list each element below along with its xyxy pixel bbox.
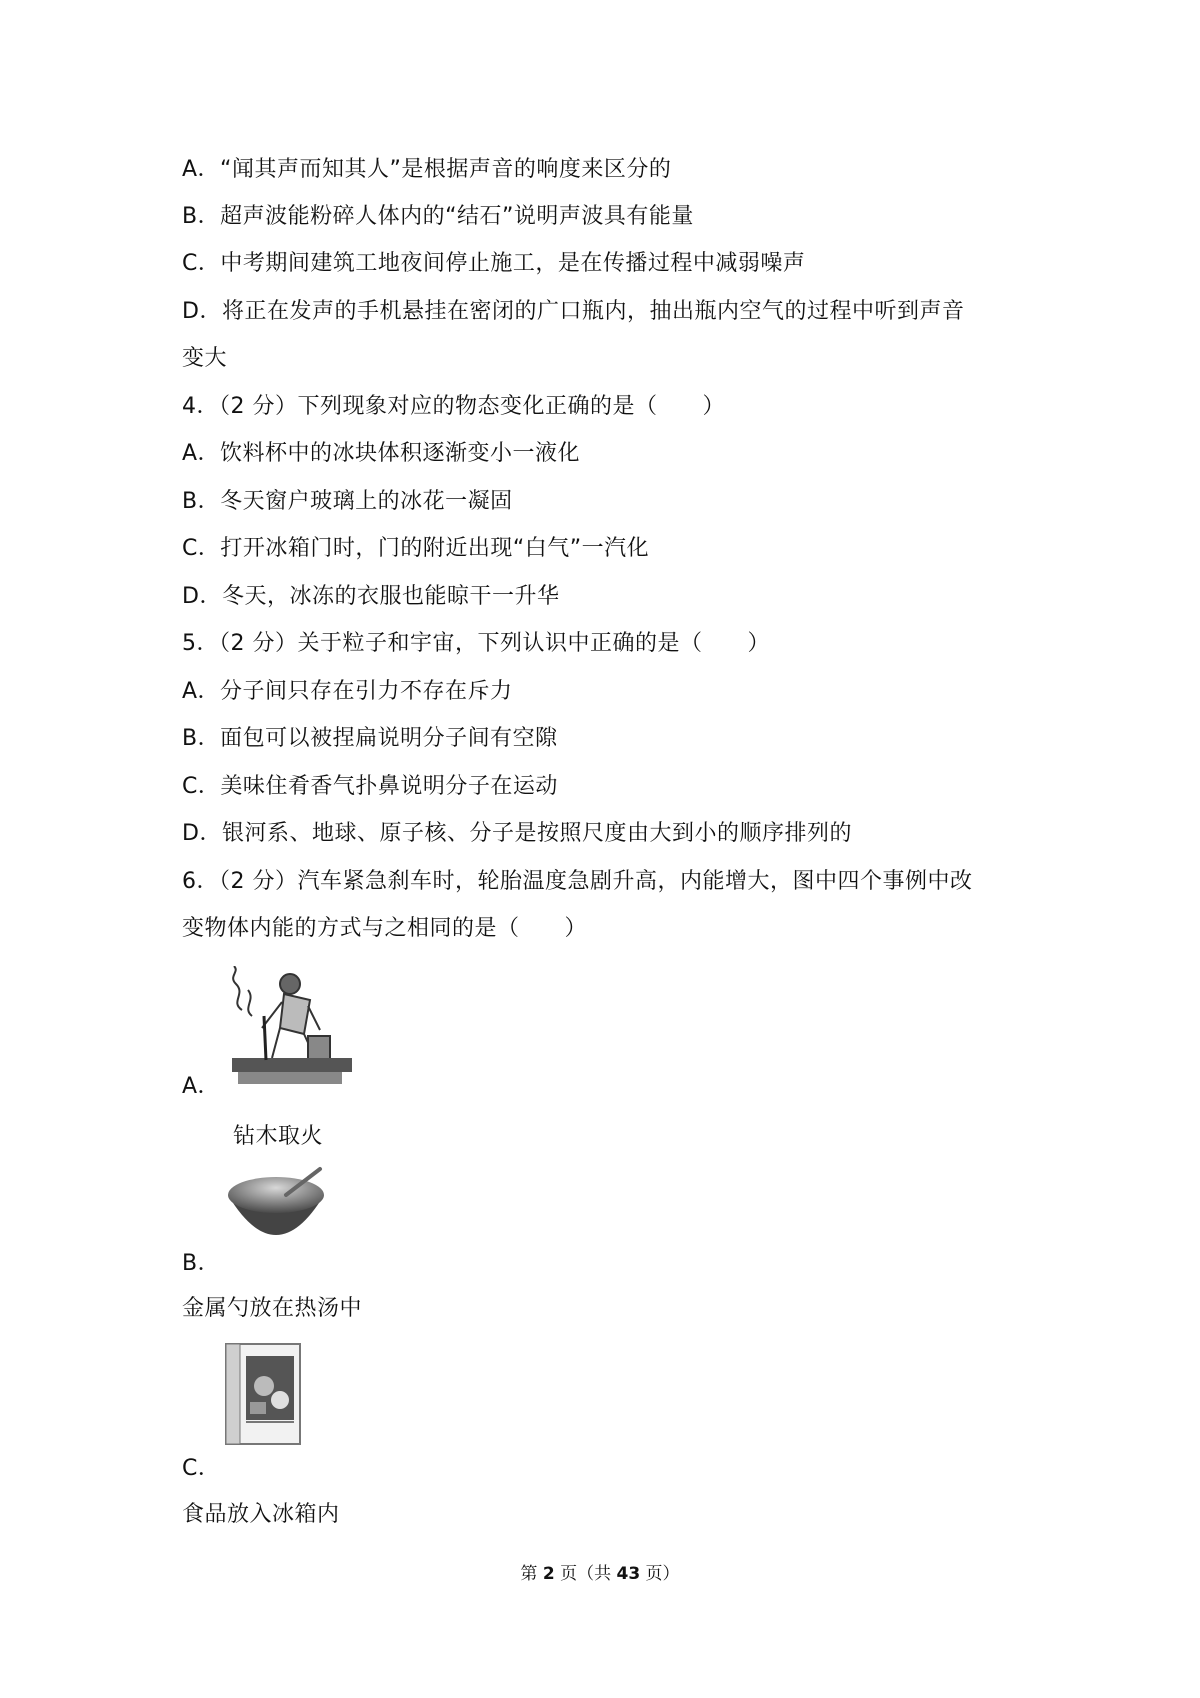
q5-option-b: B．面包可以被捏扁说明分子间有空隙 <box>182 726 558 751</box>
footer-prefix: 第 <box>520 1564 543 1584</box>
footer-middle: 页（共 <box>554 1564 617 1584</box>
drilling-wood-fire-image <box>224 966 358 1088</box>
q5-stem: 5．（2 分）关于粒子和宇宙，下列认识中正确的是（ ） <box>182 631 770 656</box>
q4-option-d: D．冬天，冰冻的衣服也能晾干一升华 <box>182 584 560 609</box>
footer-suffix: 页） <box>640 1564 680 1584</box>
q3-option-a: A．“闻其声而知其人”是根据声音的响度来区分的 <box>182 157 672 182</box>
q3-option-c: C．中考期间建筑工地夜间停止施工，是在传播过程中减弱噪声 <box>182 251 806 276</box>
footer-total-pages: 43 <box>616 1564 641 1584</box>
page-footer <box>0 1563 1200 1585</box>
q3-option-d: D．将正在发声的手机悬挂在密闭的广口瓶内，抽出瓶内空气的过程中听到声音 <box>182 299 965 324</box>
q6-option-a-letter: A． <box>182 1074 221 1099</box>
q5-option-d: D．银河系、地球、原子核、分子是按照尺度由大到小的顺序排列的 <box>182 821 852 846</box>
q4-option-b: B．冬天窗户玻璃上的冰花一凝固 <box>182 489 513 514</box>
footer-page-number: 2 <box>542 1564 555 1584</box>
q6-option-a-caption: 钻木取火 <box>233 1124 324 1149</box>
q3-option-b: B．超声波能粉碎人体内的“结石”说明声波具有能量 <box>182 204 694 229</box>
q6-option-c-letter: C． <box>182 1456 221 1481</box>
refrigerator-image <box>224 1342 302 1446</box>
q5-option-a: A．分子间只存在引力不存在斥力 <box>182 679 513 704</box>
q4-option-a: A．饮料杯中的冰块体积逐渐变小一液化 <box>182 441 581 466</box>
q4-stem: 4．（2 分）下列现象对应的物态变化正确的是（ ） <box>182 394 725 419</box>
spoon-in-soup-image <box>224 1165 328 1257</box>
q4-option-c: C．打开冰箱门时，门的附近出现“白气”一汽化 <box>182 536 650 561</box>
q6-option-b-caption: 金属勺放在热汤中 <box>182 1296 363 1321</box>
q5-option-c: C．美味住肴香气扑鼻说明分子在运动 <box>182 774 558 799</box>
q6-stem-continued: 变物体内能的方式与之相同的是（ ） <box>182 916 588 941</box>
q6-option-b-letter: B． <box>182 1251 221 1276</box>
q6-option-c-caption: 食品放入冰箱内 <box>182 1502 340 1527</box>
q6-stem: 6．（2 分）汽车紧急刹车时，轮胎温度急剧升高，内能增大，图中四个事例中改 <box>182 869 973 894</box>
q3-option-d-continued: 变大 <box>182 346 228 371</box>
